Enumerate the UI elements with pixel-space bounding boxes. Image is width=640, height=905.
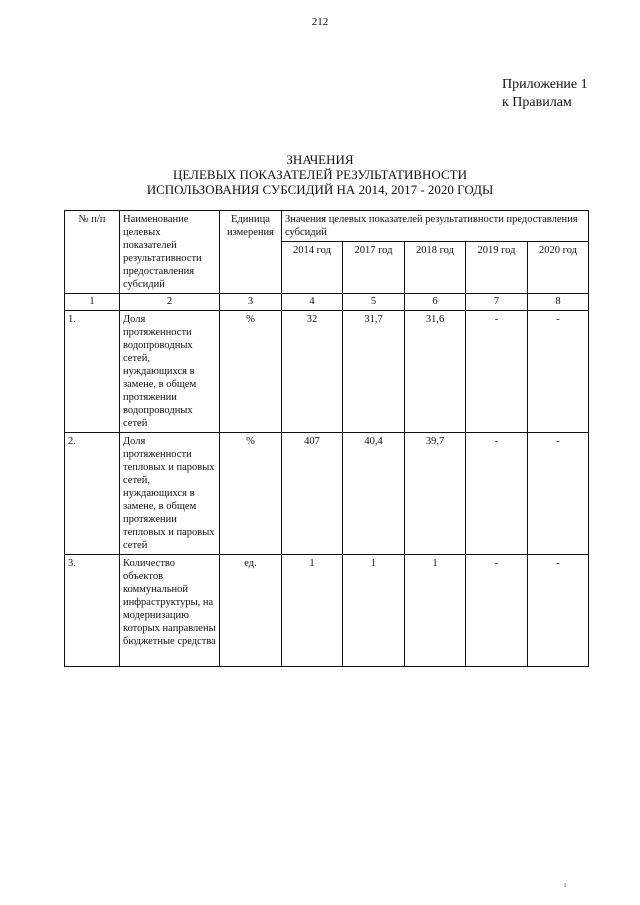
title-line-1: ЗНАЧЕНИЯ [286,152,354,167]
row-num: 1. [65,311,120,433]
row-value-2020: - [528,555,589,667]
row-unit: % [220,433,282,555]
title-line-3: ИСПОЛЬЗОВАНИЯ СУБСИДИЙ НА 2014, 2017 - 2020 ГОДЫ [146,182,494,197]
column-number: 2 [120,294,220,311]
row-unit: ед. [220,555,282,667]
indicators-table [64,210,589,667]
header-unit: Единица измерения [220,211,282,294]
table-row [65,555,589,667]
column-number: 5 [343,294,405,311]
column-number: 4 [282,294,343,311]
row-value-2019: - [466,311,528,433]
header-values-group: Значения целевых показателей результативности предоставления субсидий [282,211,589,242]
row-value-2017: 31,7 [343,311,405,433]
document-title [0,152,640,197]
table-row [65,311,589,433]
row-num: 3. [65,555,120,667]
table-row [65,433,589,555]
header-row [65,211,589,242]
corner-mark: ı [564,880,567,889]
row-value-2018: 31,6 [405,311,466,433]
row-value-2017: 1 [343,555,405,667]
page-number: 212 [311,16,329,28]
appendix-line-2: к Правилам [502,95,572,110]
row-name: Доля протяженности водопроводных сетей, нуждающихся в замене, в общем протяжении водопроводных сетей [120,311,220,433]
header-year-2017: 2017 год [343,242,405,294]
row-value-2014: 32 [282,311,343,433]
row-num: 2. [65,433,120,555]
row-value-2017: 40,4 [343,433,405,555]
column-number: 6 [405,294,466,311]
header-year-2019: 2019 год [466,242,528,294]
column-number: 1 [65,294,120,311]
row-name: Доля протяженности тепловых и паровых сетей, нуждающихся в замене, в общем протяжении тепловых и паровых сетей [120,433,220,555]
header-name: Наименование целевых показателей результативности предоставления субсидий [120,211,220,294]
title-line-2: ЦЕЛЕВЫХ ПОКАЗАТЕЛЕЙ РЕЗУЛЬТАТИВНОСТИ [173,167,467,182]
column-numbers-row [65,294,589,311]
row-value-2019: - [466,433,528,555]
header-year-2014: 2014 год [282,242,343,294]
row-value-2020: - [528,311,589,433]
row-value-2014: 1 [282,555,343,667]
appendix-note [502,76,588,112]
header-num: № п/п [65,211,120,294]
row-value-2018: 39,7 [405,433,466,555]
column-number: 8 [528,294,589,311]
header-year-2018: 2018 год [405,242,466,294]
row-value-2020: - [528,433,589,555]
row-name: Количество объектов коммунальной инфраструктуры, на модернизацию которых направлены бюджетные средства [120,555,220,667]
row-value-2014: 407 [282,433,343,555]
column-number: 7 [466,294,528,311]
column-number: 3 [220,294,282,311]
header-year-2020: 2020 год [528,242,589,294]
appendix-line-1: Приложение 1 [502,77,588,92]
row-unit: % [220,311,282,433]
row-value-2019: - [466,555,528,667]
row-value-2018: 1 [405,555,466,667]
